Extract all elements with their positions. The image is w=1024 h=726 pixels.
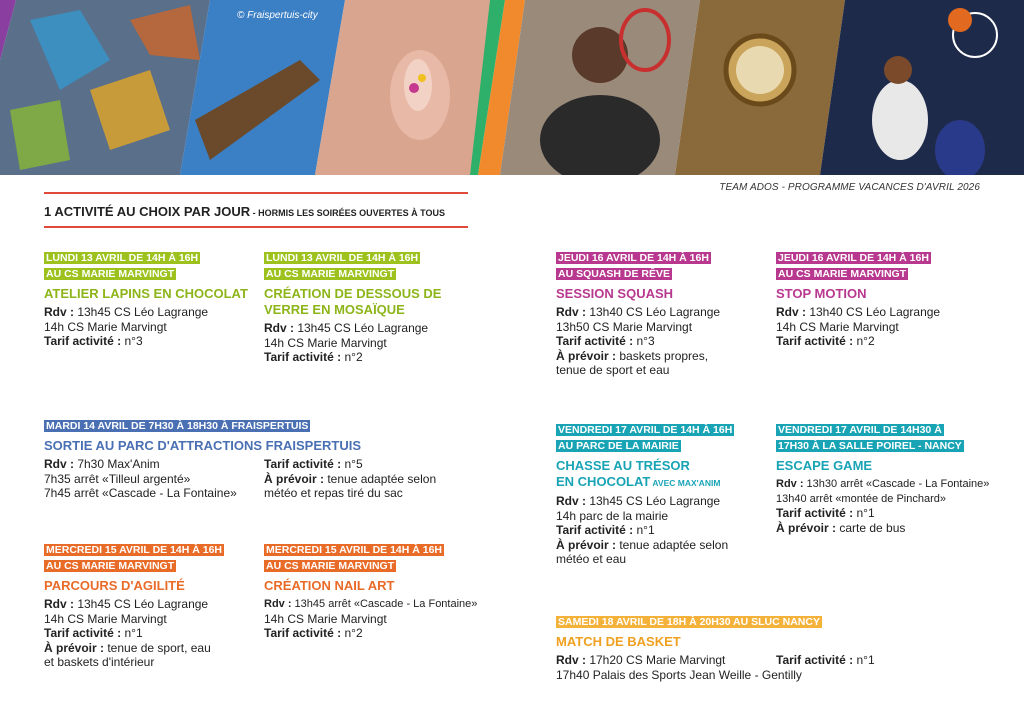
place-tag: AU CS MARIE MARVINGT [46,268,175,280]
activity-mosaique [264,250,484,365]
tarif-label: Tarif activité : [44,626,122,640]
rdv-value-2: 14h CS Marie Marvingt [264,335,387,350]
prevoir-label: À prévoir : [776,520,837,535]
top-rule [44,192,468,194]
tarif-label: Tarif activité : [264,350,342,364]
rdv-value-2: 14h CS Marie Marvingt [776,319,899,334]
rdv-value-2: 14h CS Marie Marvingt [264,611,387,626]
activity-title: SORTIE AU PARC D'ATTRACTIONS FRAISPERTUIS [44,438,362,453]
tarif-label: Tarif activité : [776,334,854,348]
tarif-label: Tarif activité : [44,334,122,348]
prevoir-value: tenue adaptée selon [616,537,729,552]
rdv-value: 7h30 Max'Anim [74,457,160,471]
rdv-label: Rdv : [556,653,586,667]
rdv-value: 13h45 arrêt «Cascade - La Fontaine» [291,598,478,610]
prevoir-label: À prévoir : [264,471,325,486]
rdv-value-2: 17h40 Palais des Sports Jean Weille - Gentilly [556,667,802,682]
date-tag: VENDREDI 17 AVRIL DE 14H À 16H [558,424,733,436]
date-tag: SAMEDI 18 AVRIL DE 18H À 20H30 AU SLUC NANCY [558,616,820,628]
rdv-label: Rdv : [44,597,74,611]
activity-title: MATCH DE BASKET [556,634,681,649]
activity-stop-motion [776,250,996,349]
headline-sub: - HORMIS LES SOIRÉES OUVERTES À TOUS [250,208,445,218]
rdv-label: Rdv : [44,305,74,319]
activity-title-2: VERRE EN MOSAÏQUE [264,302,405,317]
rdv-column [44,457,264,501]
prevoir-label: À prévoir : [556,348,617,363]
activity-match-basket [556,614,996,682]
place-tag: AU PARC DE LA MAIRIE [558,440,679,452]
rdv-value-3: 7h45 arrêt «Cascade - La Fontaine» [44,486,237,500]
tarif-label: Tarif activité : [776,653,854,667]
rdv-value: 13h40 CS Léo Lagrange [586,305,721,319]
rdv-value-2: 13h40 arrêt «montée de Pinchard» [776,492,947,505]
prevoir-value: carte de bus [836,520,906,535]
rdv-value-2: 13h50 CS Marie Marvingt [556,319,693,334]
rdv-label: Rdv : [264,598,292,610]
place-tag: AU SQUASH DE RÊVE [558,268,671,280]
prevoir-value-2: météo et eau [556,552,627,566]
place-tag: AU CS MARIE MARVINGT [266,268,395,280]
photo-banner [0,0,1024,175]
basketball-photo [820,0,1024,175]
tarif-label: Tarif activité : [264,457,342,471]
headline-main: 1 ACTIVITÉ AU CHOIX PAR JOUR [44,204,251,219]
rdv-label: Rdv : [776,305,806,319]
rdv-label: Rdv : [44,457,74,471]
tarif-label: Tarif activité : [556,334,634,348]
tarif-label: Tarif activité : [776,506,854,520]
rdv-label: Rdv : [264,321,294,335]
activity-title-2: EN CHOCOLAT [556,474,651,489]
rdv-value-2: 14h CS Marie Marvingt [44,319,167,334]
place-tag: AU CS MARIE MARVINGT [46,560,175,572]
date-tag: MERCREDI 15 AVRIL DE 14H À 16H [46,544,223,556]
bottom-rule [44,226,468,228]
rdv-value: 13h45 CS Léo Lagrange [74,305,209,319]
rdv-value-2: 7h35 arrêt «Tilleul argenté» [44,471,191,486]
tarif-value: n°3 [633,334,655,348]
rdv-value-2: 14h parc de la mairie [556,508,669,523]
photo-credit: © Fraispertuis-city [237,10,318,21]
prevoir-value: tenue de sport, eau [104,640,211,655]
rdv-value: 13h30 arrêt «Cascade - La Fontaine» [803,478,990,490]
activity-nail-art [264,542,484,641]
date-tag: VENDREDI 17 AVRIL DE 14H30 À [778,424,942,436]
tarif-value: n°1 [853,653,875,667]
date-tag: JEUDI 16 AVRIL DE 14H À 16H [778,252,929,264]
rdv-value: 13h45 CS Léo Lagrange [74,597,209,611]
activity-title: ATELIER LAPINS EN CHOCOLAT [44,286,248,301]
rdv-label: Rdv : [556,494,586,508]
prevoir-value: baskets propres, [616,348,709,363]
prevoir-value-2: et baskets d'intérieur [44,655,155,669]
rdv-label: Rdv : [776,478,804,490]
tarif-label: Tarif activité : [264,626,342,640]
rdv-label: Rdv : [556,305,586,319]
activity-lapins-chocolat [44,250,264,349]
tarif-value: n°2 [341,626,363,640]
place-tag: 17H30 À LA SALLE POIREL - NANCY [778,440,962,452]
tarif-value: n°1 [853,506,875,520]
tarif-value: n°1 [121,626,143,640]
prevoir-value-2: météo et repas tiré du sac [264,486,403,500]
activity-title-small: AVEC MAX'ANIM [650,478,721,488]
tarif-value: n°3 [121,334,143,348]
activity-title-1: CHASSE AU TRÉSOR [556,458,690,473]
activity-title: ESCAPE GAME [776,458,873,473]
date-tag: MARDI 14 AVRIL DE 7H30 À 18H30 À FRAISPERTUIS [46,420,309,432]
activity-parcours-agilite [44,542,264,670]
prevoir-value: tenue adaptée selon [324,471,437,486]
programme-label: TEAM ADOS - PROGRAMME VACANCES D'AVRIL 2026 [719,182,980,193]
date-tag: JEUDI 16 AVRIL DE 14H À 16H [558,252,709,264]
rdv-value: 13h45 CS Léo Lagrange [586,494,721,508]
rdv-value: 17h20 CS Marie Marvingt [586,653,726,667]
rdv-value: 13h45 CS Léo Lagrange [294,321,429,335]
tarif-label: Tarif activité : [556,523,634,537]
activity-title: CRÉATION NAIL ART [264,578,395,593]
activity-title: STOP MOTION [776,286,867,301]
activity-squash [556,250,776,378]
activity-title-1: CRÉATION DE DESSOUS DE [264,286,442,301]
activity-fraispertuis [44,418,474,501]
activity-title: PARCOURS D'AGILITÉ [44,578,185,593]
activity-chasse-tresor [556,422,776,567]
rdv-value-2: 14h CS Marie Marvingt [44,611,167,626]
prevoir-label: À prévoir : [556,537,617,552]
tarif-value: n°5 [341,457,363,471]
activity-title: SESSION SQUASH [556,286,674,301]
date-tag: LUNDI 13 AVRIL DE 14H À 16H [266,252,419,264]
date-tag: MERCREDI 15 AVRIL DE 14H À 16H [266,544,443,556]
date-tag: LUNDI 13 AVRIL DE 14H À 16H [46,252,199,264]
page-headline [44,204,445,219]
tarif-column [264,457,474,501]
banner-photos [0,0,1024,175]
tarif-value: n°1 [633,523,655,537]
tarif-value: n°2 [853,334,875,348]
place-tag: AU CS MARIE MARVINGT [266,560,395,572]
activity-escape-game [776,422,1006,535]
rdv-value: 13h40 CS Léo Lagrange [806,305,941,319]
prevoir-label: À prévoir : [44,640,105,655]
place-tag: AU CS MARIE MARVINGT [778,268,907,280]
tarif-value: n°2 [341,350,363,364]
prevoir-value-2: tenue de sport et eau [556,363,670,377]
